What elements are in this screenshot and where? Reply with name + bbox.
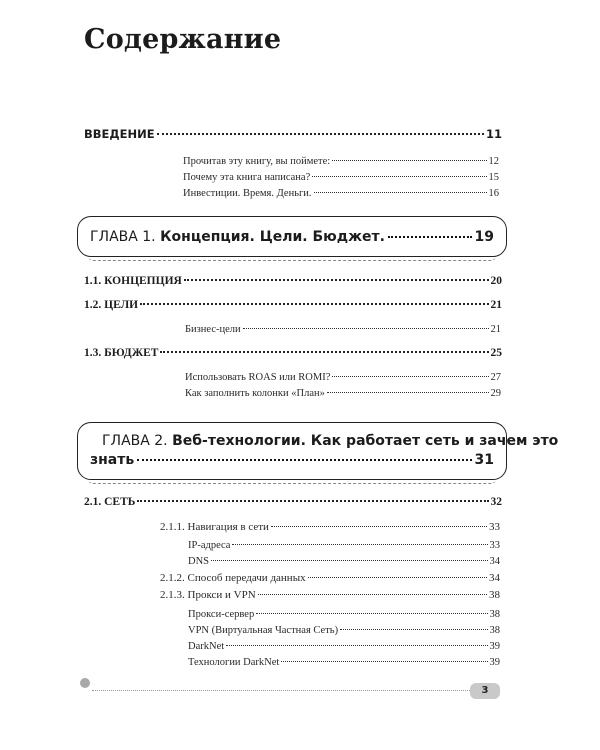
toc-subsection[interactable] bbox=[160, 572, 500, 584]
toc-entry-label: Бизнес-цели bbox=[185, 324, 241, 335]
toc-entry-page: 11 bbox=[485, 127, 502, 141]
toc-subentry[interactable] bbox=[188, 540, 500, 551]
toc-entry-label: 1.1. КОНЦЕПЦИЯ bbox=[84, 275, 182, 287]
dot-leader bbox=[160, 350, 488, 353]
chapter-1-box[interactable] bbox=[77, 216, 507, 257]
toc-entry-label: 1.3. БЮДЖЕТ bbox=[84, 347, 159, 359]
chapter-title: Веб-технологии. Как работает сеть и зачем это bbox=[172, 433, 559, 449]
dot-leader bbox=[332, 159, 486, 161]
dot-leader bbox=[184, 278, 489, 281]
page-title: Содержание bbox=[84, 24, 282, 55]
toc-subentry[interactable] bbox=[188, 625, 500, 636]
toc-entry-page: 38 bbox=[489, 625, 500, 636]
toc-subentry[interactable] bbox=[188, 609, 500, 620]
toc-entry-page: 20 bbox=[490, 275, 502, 287]
toc-entry-label: IP-адреса bbox=[188, 540, 231, 551]
toc-entry-page: 39 bbox=[489, 641, 500, 652]
toc-subsection[interactable] bbox=[160, 589, 500, 601]
toc-entry-page: 33 bbox=[489, 540, 500, 551]
dot-leader bbox=[243, 327, 489, 329]
chapter-number: ГЛАВА 1. bbox=[90, 229, 156, 245]
dot-leader bbox=[314, 191, 487, 193]
dot-leader bbox=[232, 543, 487, 545]
toc-entry-page: 21 bbox=[490, 299, 502, 311]
dot-leader bbox=[388, 235, 472, 238]
toc-section-1-3[interactable] bbox=[84, 347, 502, 359]
toc-section-1-1[interactable] bbox=[84, 275, 502, 287]
toc-entry-label: DNS bbox=[188, 556, 210, 567]
dot-leader bbox=[332, 375, 488, 377]
toc-entry-page: 21 bbox=[490, 324, 501, 335]
toc-entry-label: Инвестиции. Время. Деньги. bbox=[183, 188, 312, 199]
toc-entry-page: 27 bbox=[490, 372, 501, 383]
toc-entry-page: 34 bbox=[489, 556, 500, 567]
dot-leader bbox=[137, 458, 471, 461]
toc-entry-label: 2.1.1. Навигация в сети bbox=[160, 521, 269, 533]
toc-entry-label: Почему эта книга написана? bbox=[183, 172, 311, 183]
toc-subentry[interactable] bbox=[183, 188, 499, 199]
toc-entry-page: 16 bbox=[488, 188, 499, 199]
toc-entry-page: 32 bbox=[490, 496, 502, 508]
toc-entry-label: Прокси-сервер bbox=[188, 609, 255, 620]
toc-section-2-1[interactable] bbox=[84, 496, 502, 508]
chapter-2-box[interactable] bbox=[77, 422, 559, 480]
toc-entry-page: 15 bbox=[488, 172, 499, 183]
toc-subentry[interactable] bbox=[188, 556, 500, 567]
toc-entry-page: 38 bbox=[489, 589, 500, 601]
chapter-title: Концепция. Цели. Бюджет. bbox=[160, 229, 385, 245]
chapter-title-continued: знать bbox=[90, 452, 135, 468]
toc-entry-label: 2.1. СЕТЬ bbox=[84, 496, 136, 508]
chapter-2-heading-line1 bbox=[90, 433, 559, 449]
toc-entry-label: Как заполнить колонки «План» bbox=[185, 388, 325, 399]
page-number-badge: 3 bbox=[470, 683, 500, 699]
toc-subentry[interactable] bbox=[188, 641, 500, 652]
toc-entry-intro[interactable] bbox=[84, 127, 502, 141]
chapter-1-heading bbox=[90, 229, 494, 245]
toc-entry-page: 39 bbox=[489, 657, 500, 668]
toc-subentry[interactable] bbox=[183, 156, 499, 167]
dot-leader bbox=[258, 593, 487, 595]
dot-leader bbox=[340, 628, 487, 630]
chapter-number: ГЛАВА 2. bbox=[102, 433, 168, 449]
toc-entry-page: 25 bbox=[490, 347, 502, 359]
toc-section-1-2[interactable] bbox=[84, 299, 502, 311]
toc-entry-label: 2.1.3. Прокси и VPN bbox=[160, 589, 256, 601]
chapter-page: 31 bbox=[474, 452, 494, 468]
dot-leader bbox=[281, 660, 487, 662]
toc-entry-page: 33 bbox=[489, 521, 500, 533]
footer-bullet bbox=[80, 678, 90, 688]
toc-entry-label: 2.1.2. Способ передачи данных bbox=[160, 572, 306, 584]
toc-entry-label: Технологии DarkNet bbox=[188, 657, 280, 668]
dot-leader bbox=[256, 612, 487, 614]
dot-leader bbox=[327, 391, 489, 393]
dot-leader bbox=[226, 644, 487, 646]
toc-entry-page: 38 bbox=[489, 609, 500, 620]
toc-entry-page: 29 bbox=[490, 388, 501, 399]
dot-leader bbox=[140, 302, 488, 305]
chapter-page: 19 bbox=[474, 229, 494, 245]
toc-subentry[interactable] bbox=[185, 388, 501, 399]
toc-subentry[interactable] bbox=[185, 372, 501, 383]
dot-leader bbox=[271, 525, 487, 527]
toc-entry-page: 34 bbox=[489, 572, 500, 584]
toc-entry-label: ВВЕДЕНИЕ bbox=[84, 127, 155, 141]
dot-leader bbox=[211, 559, 487, 561]
toc-entry-page: 12 bbox=[488, 156, 499, 167]
toc-entry-label: Использовать ROAS или ROMI? bbox=[185, 372, 331, 383]
toc-subentry[interactable] bbox=[183, 172, 499, 183]
dot-leader bbox=[308, 576, 487, 578]
dot-leader bbox=[157, 132, 484, 135]
toc-entry-label: 1.2. ЦЕЛИ bbox=[84, 299, 139, 311]
toc-entry-label: Прочитав эту книгу, вы поймете: bbox=[183, 156, 331, 167]
toc-subentry[interactable] bbox=[188, 657, 500, 668]
dot-leader bbox=[137, 499, 488, 502]
toc-subentry[interactable] bbox=[185, 324, 501, 335]
toc-entry-label: DarkNet bbox=[188, 641, 225, 652]
toc-subsection[interactable] bbox=[160, 521, 500, 533]
chapter-2-heading-line2 bbox=[90, 452, 494, 468]
toc-entry-label: VPN (Виртуальная Частная Сеть) bbox=[188, 625, 339, 636]
dot-leader bbox=[312, 175, 486, 177]
footer-dotted-line bbox=[92, 690, 472, 691]
